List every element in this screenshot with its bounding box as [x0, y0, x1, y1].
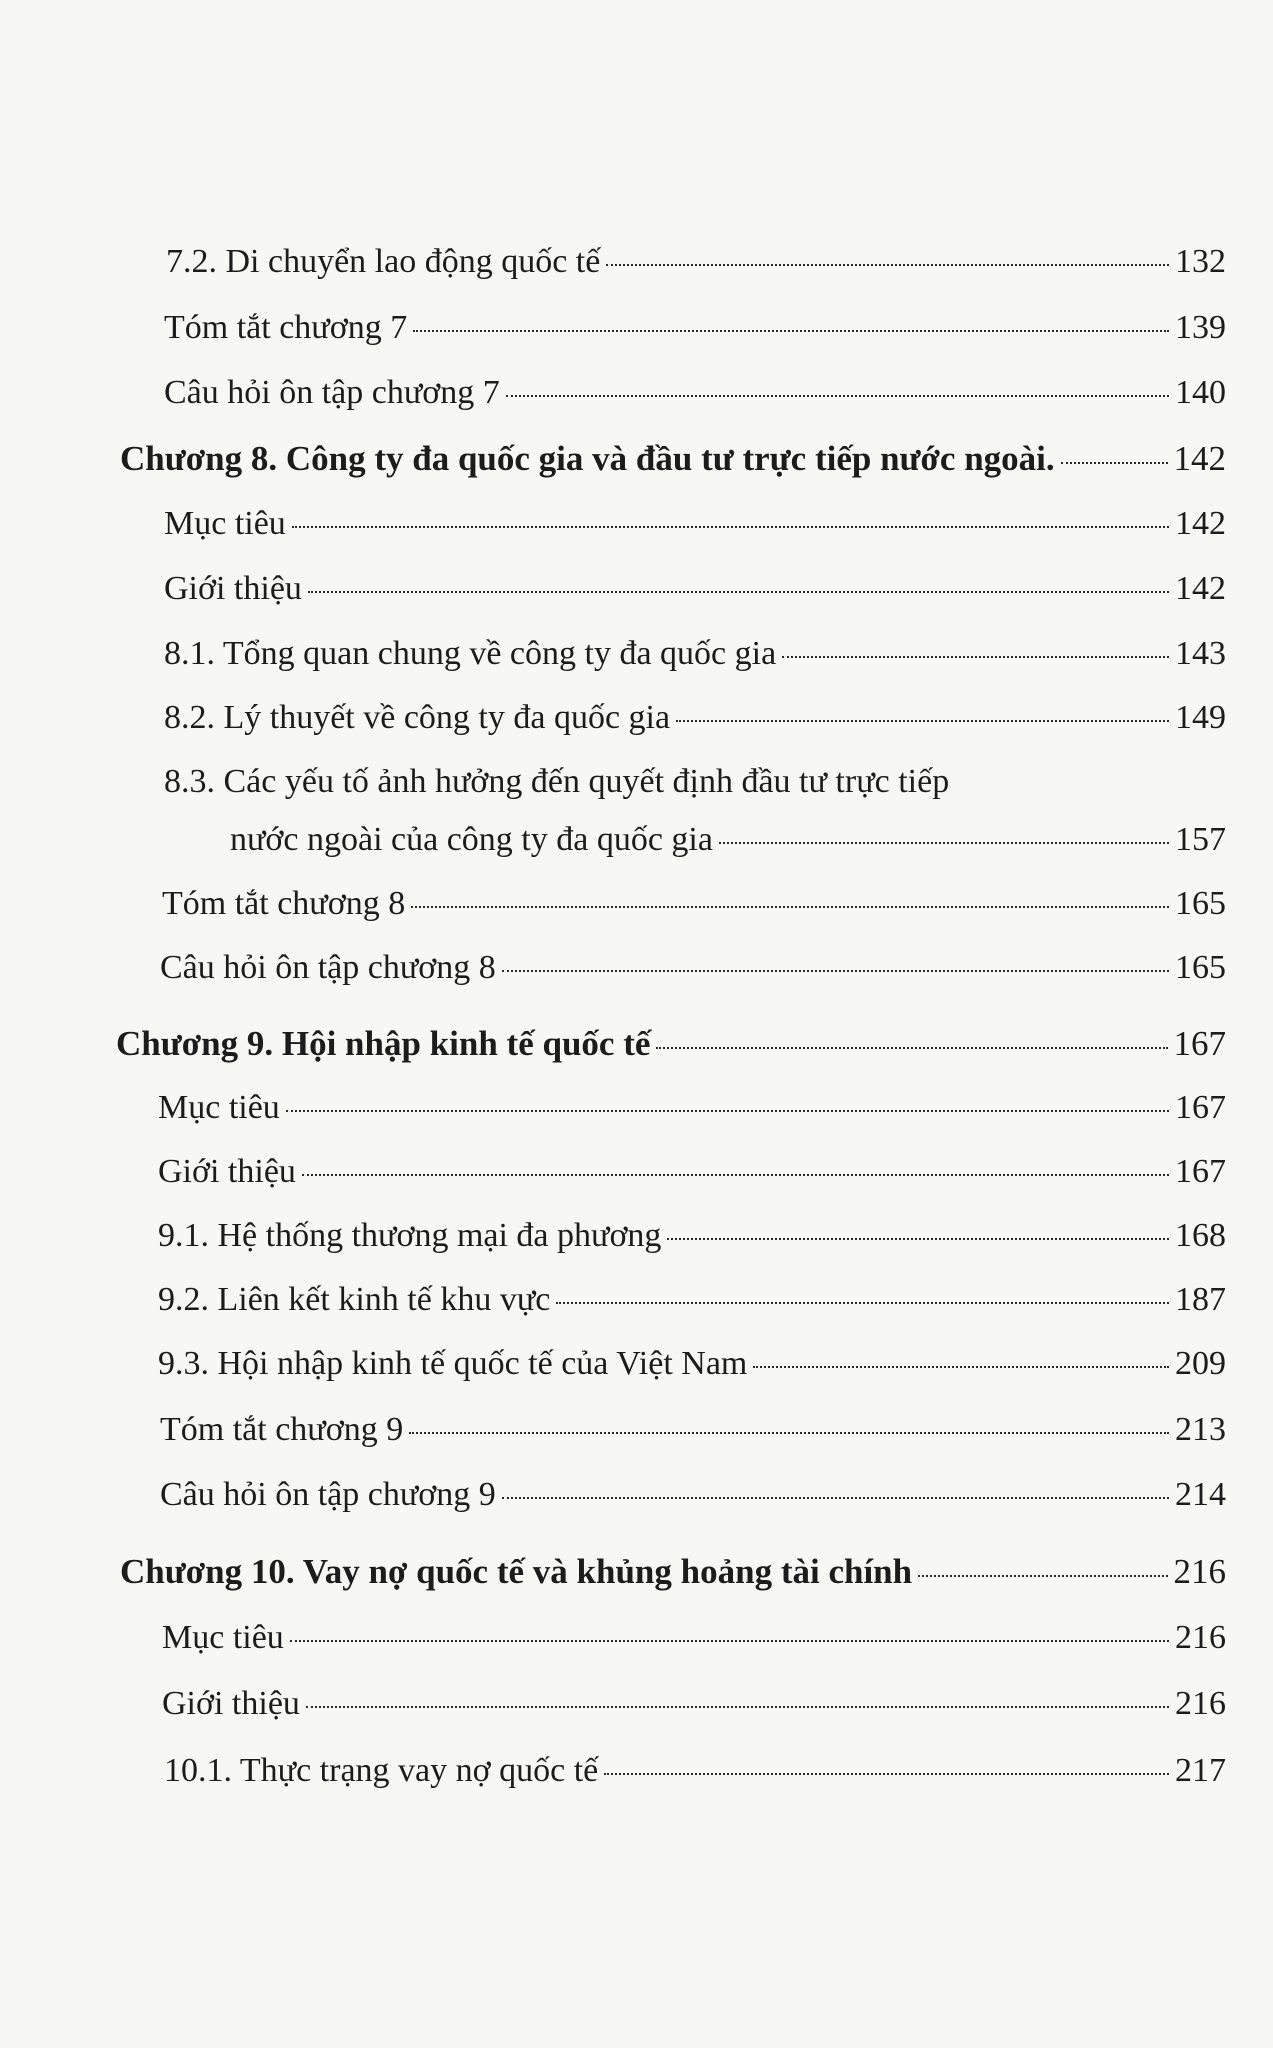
toc-entry: [164, 302, 1226, 354]
toc-entry-title: 10.1. Thực trạng vay nợ quốc tế: [164, 1752, 599, 1789]
toc-entry-title: Câu hỏi ôn tập chương 9: [160, 1476, 496, 1513]
toc-entry-page: 213: [1175, 1411, 1226, 1448]
toc-entry: [162, 1612, 1226, 1664]
dot-leader: [782, 656, 1169, 658]
toc-entry-page: 142: [1175, 570, 1226, 607]
dot-leader: [676, 720, 1169, 722]
dot-leader: [502, 1497, 1169, 1499]
toc-entry-page: 157: [1175, 821, 1226, 858]
toc-entry-title: Câu hỏi ôn tập chương 7: [164, 374, 500, 411]
dot-leader: [606, 264, 1169, 266]
dot-leader: [308, 591, 1169, 593]
dot-leader: [411, 906, 1169, 908]
dot-leader: [656, 1047, 1167, 1049]
toc-entry-page: 216: [1173, 1552, 1226, 1591]
toc-entry-page: 142: [1173, 439, 1226, 478]
toc-entry: [160, 1404, 1226, 1456]
toc-entry-page: 149: [1175, 699, 1226, 736]
toc-entry-title: Giới thiệu: [164, 570, 302, 607]
toc-entry: [164, 628, 1226, 680]
toc-chapter-entry: [120, 1546, 1226, 1598]
toc-entry-page: 143: [1175, 635, 1226, 672]
toc-entry-title: 8.3. Các yếu tố ảnh hưởng đến quyết định đầu tư trực tiếp: [164, 763, 950, 800]
toc-entry-page: 142: [1175, 505, 1226, 542]
toc-entry: [230, 814, 1226, 866]
toc-entry-page: 187: [1175, 1281, 1226, 1318]
dot-leader: [667, 1238, 1169, 1240]
toc-entry-title: nước ngoài của công ty đa quốc gia: [230, 821, 713, 858]
dot-leader: [413, 330, 1169, 332]
toc-entry: [164, 1745, 1226, 1797]
toc-entry-title: 8.2. Lý thuyết về công ty đa quốc gia: [164, 699, 671, 736]
toc-entry-page: 139: [1175, 309, 1226, 346]
toc-entry-page: 132: [1175, 243, 1226, 280]
toc-entry: [162, 1678, 1226, 1730]
toc-entry-title: 9.1. Hệ thống thương mại đa phương: [158, 1217, 662, 1254]
toc-entry: [158, 1082, 1226, 1134]
toc-entry-page: 165: [1175, 885, 1226, 922]
toc-entry-page: 216: [1175, 1619, 1226, 1656]
toc-entry-title: Giới thiệu: [162, 1685, 300, 1722]
toc-entry: [162, 878, 1226, 930]
toc-entry-page: 167: [1175, 1089, 1226, 1126]
toc-entry-title: Mục tiêu: [158, 1089, 280, 1126]
toc-entry-page: 168: [1175, 1217, 1226, 1254]
dot-leader: [409, 1432, 1169, 1434]
toc-entry-title: Mục tiêu: [164, 505, 286, 542]
toc-entry: [164, 498, 1226, 550]
toc-entry-page: 167: [1173, 1024, 1226, 1063]
toc-entry-page: 167: [1175, 1153, 1226, 1190]
toc-entry: [164, 692, 1226, 744]
toc-entry-page: 216: [1175, 1685, 1226, 1722]
dot-leader: [753, 1366, 1169, 1368]
toc-entry: [158, 1210, 1226, 1262]
toc-entry-title: 7.2. Di chuyển lao động quốc tế: [166, 243, 601, 280]
toc-entry: [158, 1338, 1226, 1390]
toc-entry: [164, 367, 1226, 419]
toc-entry-page: 209: [1175, 1345, 1226, 1382]
toc-entry-wrapped-line: [164, 756, 949, 808]
toc-entry: [158, 1146, 1226, 1198]
toc-entry-title: Tóm tắt chương 9: [160, 1411, 404, 1448]
toc-entry-title: Giới thiệu: [158, 1153, 296, 1190]
toc-entry: [164, 563, 1226, 615]
toc-entry-title: Mục tiêu: [162, 1619, 284, 1656]
dot-leader: [302, 1174, 1169, 1176]
dot-leader: [556, 1302, 1169, 1304]
toc-entry-title: 9.2. Liên kết kinh tế khu vực: [158, 1281, 551, 1318]
toc-entry-title: Tóm tắt chương 8: [162, 885, 406, 922]
toc-entry-title: Chương 10. Vay nợ quốc tế và khủng hoảng tài chính: [120, 1552, 913, 1591]
toc-chapter-entry: [116, 1018, 1226, 1070]
dot-leader: [1061, 462, 1168, 464]
toc-entry-page: 217: [1175, 1752, 1226, 1789]
toc-entry-title: Câu hỏi ôn tập chương 8: [160, 949, 496, 986]
dot-leader: [918, 1575, 1167, 1577]
dot-leader: [719, 842, 1169, 844]
dot-leader: [506, 395, 1169, 397]
toc-entry: [160, 942, 1226, 994]
toc-entry-title: 8.1. Tổng quan chung về công ty đa quốc gia: [164, 635, 777, 672]
toc-entry: [160, 1469, 1226, 1521]
dot-leader: [290, 1640, 1169, 1642]
toc-entry: [166, 236, 1226, 288]
dot-leader: [306, 1706, 1169, 1708]
dot-leader: [286, 1110, 1169, 1112]
dot-leader: [502, 970, 1169, 972]
toc-entry-title: Chương 9. Hội nhập kinh tế quốc tế: [116, 1024, 651, 1063]
toc-entry-page: 165: [1175, 949, 1226, 986]
dot-leader: [604, 1773, 1169, 1775]
dot-leader: [292, 526, 1169, 528]
toc-entry-page: 140: [1175, 374, 1226, 411]
toc-entry-title: 9.3. Hội nhập kinh tế quốc tế của Việt Nam: [158, 1345, 748, 1382]
toc-entry: [158, 1274, 1226, 1326]
toc-chapter-entry: [120, 433, 1226, 485]
toc-entry-title: Chương 8. Công ty đa quốc gia và đầu tư trực tiếp nước ngoài.: [120, 439, 1055, 478]
toc-entry-page: 214: [1175, 1476, 1226, 1513]
toc-entry-title: Tóm tắt chương 7: [164, 309, 408, 346]
